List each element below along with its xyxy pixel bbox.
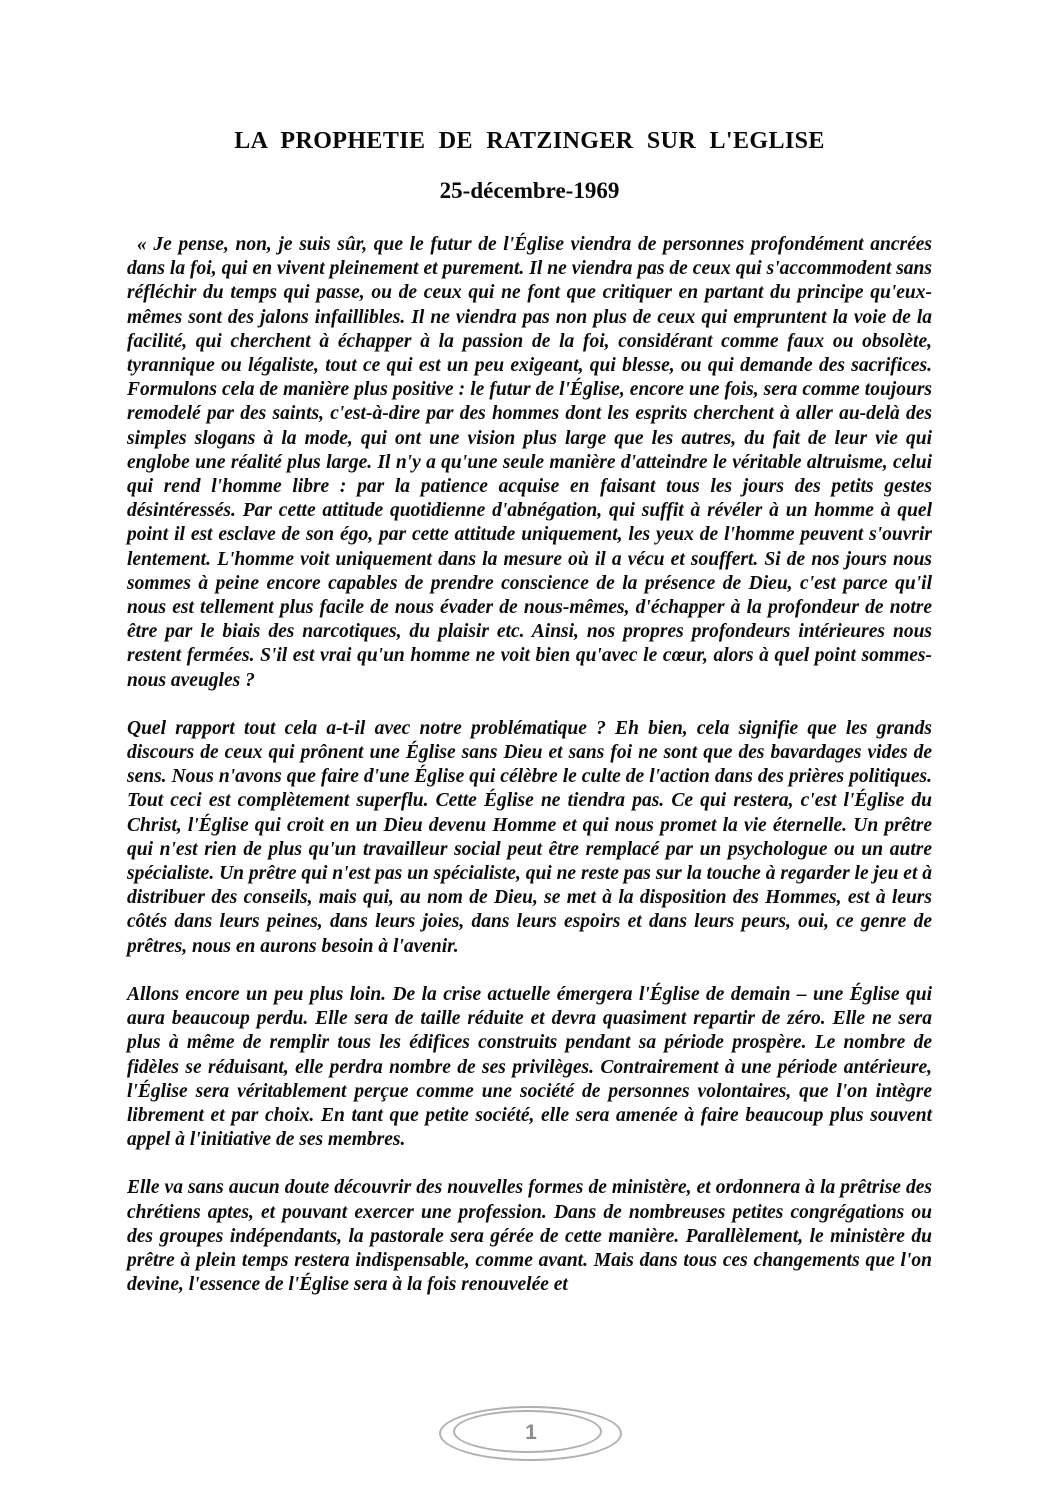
paragraph-4: Elle va sans aucun doute découvrir des nouvelles formes de ministère, et ordonnera à la prêtrise des chrétiens aptes, et pouvant exercer une profession. Dans de nombreuses petites congrégations ou des groupes indépendants, la pastorale sera gérée de cette manière. Parallèlement, le ministère du prêtre à plein temps restera indispensable, comme avant. Mais dans tous ces changements que l'on devine, l'essence de l'Église sera à la fois renouvelée et bbox=[127, 1177, 932, 1296]
document-date: 25-décembre-1969 bbox=[439, 178, 620, 203]
document-title: LA PROPHETIE DE RATZINGER SUR L'EGLISE bbox=[234, 128, 825, 154]
paragraph-1: « Je pense, non, je suis sûr, que le futur de l'Église viendra de personnes profondément ancrées dans la foi, qui en vivent pleinement et purement. Il ne viendra pas de ceux qui s'accommodent sans réfléchir du temps qui passe, ou de ceux qui ne font que critiquer en partant du principe qu'eux-mêmes sont des jalons infaillibles. Il ne viendra pas non plus de ceux qui empruntent la voie de la facilité, qui cherchent à échapper à la passion de la foi, considérant comme faux ou obsolète, tyrannique ou légaliste, tout ce qui est un peu exigeant, qui blesse, ou qui demande des sacrifices. Formulons cela de manière plus positive : le futur de l'Église, encore une fois, sera comme toujours remodelé par des saints, c'est-à-dire par des hommes dont les esprits cherchent à aller au-delà des simples slogans à la mode, qui ont une vision plus large que les autres, du fait de leur vie qui englobe une réalité plus large. Il n'y a qu'une seule manière d'atteindre le véritable altruisme, celui qui rend l'homme libre : par la patience acquise en faisant tous les jours des petits gestes désintéressés. Par cette attitude quotidienne d'abnégation, qui suffit à révéler à un homme à quel point il est esclave de son égo, par cette attitude uniquement, les yeux de l'homme peuvent s'ouvrir lentement. L'homme voit uniquement dans la mesure où il a vécu et souffert. Si de nos jours nous sommes à peine encore capables de prendre conscience de la présence de Dieu, c'est parce qu'il nous est tellement plus facile de nous évader de nous-mêmes, d'échapper à la profondeur de notre être par le biais des narcotiques, du plaisir etc. Ainsi, nos propres profondeurs intérieures nous restent fermées. S'il est vrai qu'un homme ne voit bien qu'avec le cœur, alors à quel point sommes-nous aveugles ? bbox=[127, 234, 932, 691]
paragraph-2: Quel rapport tout cela a-t-il avec notre problématique ? Eh bien, cela signifie que les grands discours de ceux qui prônent une Église sans Dieu et sans foi ne sont que des bavardages vides de sens. Nous n'avons que faire d'une Église qui célèbre le culte de l'action dans des prières politiques. Tout ceci est complètement superflu. Cette Église ne tiendra pas. Ce qui restera, c'est l'Église du Christ, l'Église qui croit en un Dieu devenu Homme et qui nous promet la vie éternelle. Un prêtre qui n'est rien de plus qu'un travailleur social peut être remplacé par un psychologue ou un autre spécialiste. Un prêtre qui n'est pas un spécialiste, qui ne reste pas sur la touche à regarder le jeu et à distribuer des conseils, mais qui, au nom de Dieu, se met à la disposition des Hommes, est à leurs côtés dans leurs peines, dans leurs joies, dans leurs espoirs et dans leurs peurs, oui, ce genre de prêtres, nous en aurons besoin à l'avenir. bbox=[127, 717, 932, 957]
page-footer bbox=[439, 1406, 623, 1462]
page-number: 1 bbox=[525, 1421, 537, 1444]
paragraph-3: Allons encore un peu plus loin. De la crise actuelle émergera l'Église de demain – une Église qui aura beaucoup perdu. Elle sera de taille réduite et devra quasiment repartir de zéro. Elle ne sera plus à même de remplir tous les édifices construits pendant sa période prospère. Le nombre de fidèles se réduisant, elle perdra nombre de ses privilèges. Contrairement à une période antérieure, l'Église sera véritablement perçue comme une société de personnes volontaires, que l'on intègre librement et par choix. En tant que petite société, elle sera amenée à faire beaucoup plus souvent appel à l'initiative de ses membres. bbox=[127, 983, 932, 1151]
document-body bbox=[127, 233, 932, 1297]
document-content bbox=[127, 128, 932, 1321]
